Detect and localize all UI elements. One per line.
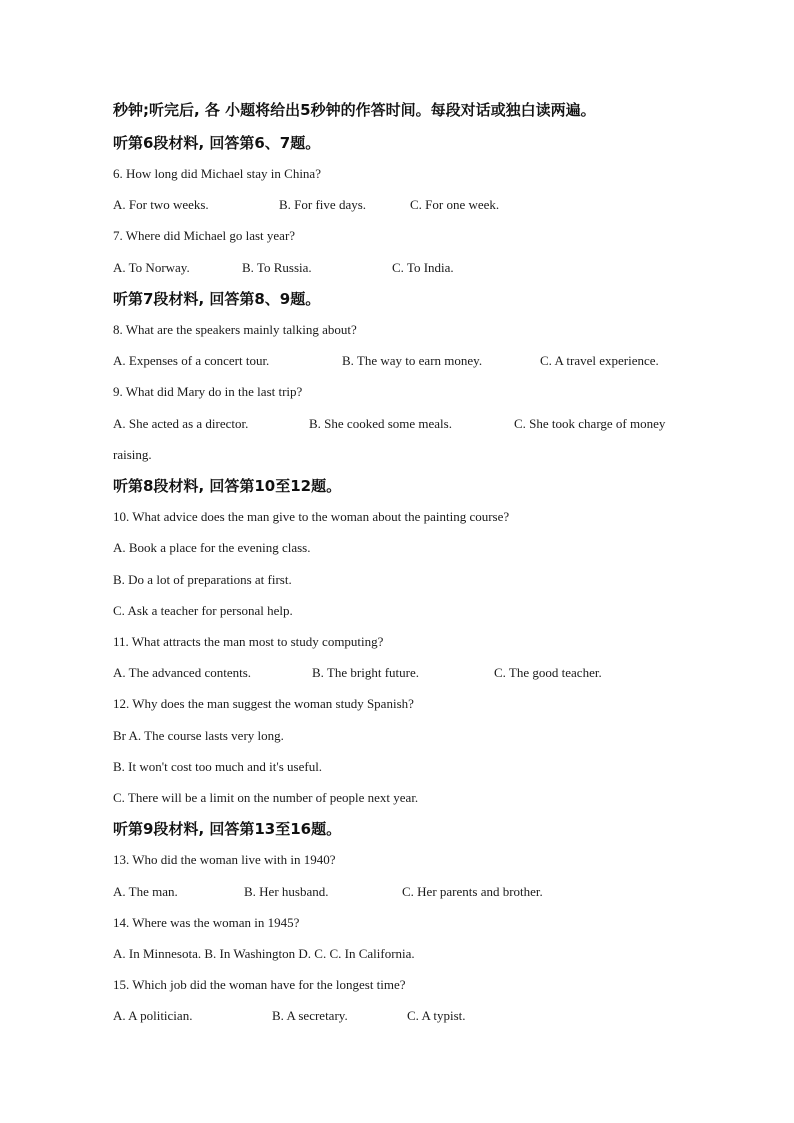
question-10-stem: 10. What advice does the man give to the woman about the painting course?	[113, 509, 510, 524]
question-13-option-b: B. Her husband.	[244, 884, 329, 899]
question-9-option-b: B. She cooked some meals.	[309, 416, 452, 431]
question-11-option-a: A. The advanced contents.	[113, 665, 252, 680]
question-12-option-b: B. It won't cost too much and it's useful.	[113, 759, 323, 774]
section-heading-9: 听第9段材料, 回答第13至16题。	[113, 820, 342, 838]
question-7-option-c: C. To India.	[392, 260, 454, 275]
question-15-option-c: C. A typist.	[407, 1008, 466, 1023]
question-6-option-c: C. For one week.	[410, 197, 500, 212]
question-7-option-a: A. To Norway.	[113, 260, 190, 275]
question-11-option-c: C. The good teacher.	[494, 665, 602, 680]
question-6-stem: 6. How long did Michael stay in China?	[113, 166, 321, 181]
question-10-option-a: A. Book a place for the evening class.	[113, 540, 311, 555]
question-8-stem: 8. What are the speakers mainly talking about?	[113, 322, 357, 337]
question-14-options: A. In Minnesota. B. In Washington D. C. C. In California.	[113, 946, 415, 961]
question-12-stem: 12. Why does the man suggest the woman study Spanish?	[113, 696, 414, 711]
question-9-stem: 9. What did Mary do in the last trip?	[113, 384, 303, 399]
question-8-option-c: C. A travel experience.	[540, 353, 659, 368]
question-10-option-c: C. Ask a teacher for personal help.	[113, 603, 293, 618]
question-15-stem: 15. Which job did the woman have for the longest time?	[113, 977, 406, 992]
intro-line: 秒钟;听完后, 各 小题将给出5秒钟的作答时间。每段对话或独白读两遍。	[113, 101, 596, 119]
question-6-option-a: A. For two weeks.	[113, 197, 209, 212]
question-11-option-b: B. The bright future.	[312, 665, 419, 680]
question-8-option-b: B. The way to earn money.	[342, 353, 483, 368]
question-9-option-a: A. She acted as a director.	[113, 416, 249, 431]
question-13-stem: 13. Who did the woman live with in 1940?	[113, 852, 336, 867]
question-7-option-b: B. To Russia.	[242, 260, 312, 275]
question-11-stem: 11. What attracts the man most to study computing?	[113, 634, 384, 649]
question-9-continuation: raising.	[113, 447, 152, 462]
question-8-option-a: A. Expenses of a concert tour.	[113, 353, 270, 368]
section-heading-7: 听第7段材料, 回答第8、9题。	[113, 290, 321, 308]
question-14-stem: 14. Where was the woman in 1945?	[113, 915, 300, 930]
question-6-option-b: B. For five days.	[279, 197, 367, 212]
question-7-stem: 7. Where did Michael go last year?	[113, 228, 296, 243]
question-15-option-a: A. A politician.	[113, 1008, 193, 1023]
question-10-option-b: B. Do a lot of preparations at first.	[113, 572, 292, 587]
question-9-option-c: C. She took charge of money	[514, 416, 666, 431]
section-heading-6: 听第6段材料, 回答第6、7题。	[113, 134, 321, 152]
section-heading-8: 听第8段材料, 回答第10至12题。	[113, 477, 342, 495]
question-13-option-a: A. The man.	[113, 884, 178, 899]
question-12-option-c: C. There will be a limit on the number of people next year.	[113, 790, 419, 805]
question-13-option-c: C. Her parents and brother.	[402, 884, 543, 899]
question-12-option-a: Br A. The course lasts very long.	[113, 728, 284, 743]
question-15-option-b: B. A secretary.	[272, 1008, 348, 1023]
